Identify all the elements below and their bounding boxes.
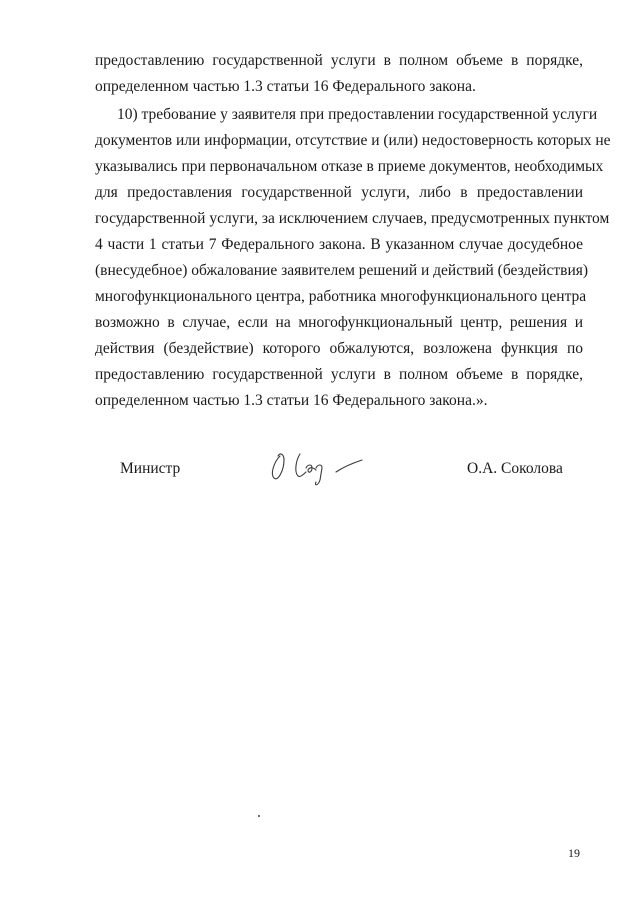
body-text	[95, 48, 611, 414]
handwritten-signature	[266, 442, 376, 492]
text-line: для предоставления государственной услуги, либо в предоставлении	[95, 184, 583, 201]
text-line: многофункционального центра, работника многофункционального центра	[95, 288, 587, 305]
text-line: государственной услуги, за исключением случаев, предусмотренных пунктом	[95, 210, 610, 227]
text-line: определенном частью 1.3 статьи 16 Федерального закона.	[95, 78, 476, 95]
stray-dot-mark	[258, 815, 260, 817]
text-line: указывались при первоначальном отказе в приеме документов, необходимых	[95, 158, 604, 175]
signatory-name: О.А. Соколова	[467, 460, 563, 477]
paragraph-10-start: 10) требование у заявителя при предоставлении государственной услуги	[117, 106, 598, 123]
text-line: возможно в случае, если на многофункциональный центр, решения и	[95, 314, 583, 331]
text-line: 4 части 1 статьи 7 Федерального закона. В указанном случае досудебное	[95, 236, 583, 253]
text-line: (внесудебное) обжалование заявителем решений и действий (бездействия)	[95, 262, 589, 279]
page-number: 19	[568, 846, 580, 860]
text-line: документов или информации, отсутствие и (или) недостоверность которых не	[95, 132, 611, 149]
text-line: действия (бездействие) которого обжалуются, возложена функция по	[95, 340, 583, 357]
signature-block	[0, 452, 640, 492]
text-line: определенном частью 1.3 статьи 16 Федерального закона.».	[95, 392, 488, 409]
signatory-title: Министр	[120, 460, 181, 477]
text-line: предоставлению государственной услуги в полном объеме в порядке,	[95, 52, 583, 69]
text-line: предоставлению государственной услуги в полном объеме в порядке,	[95, 366, 583, 383]
